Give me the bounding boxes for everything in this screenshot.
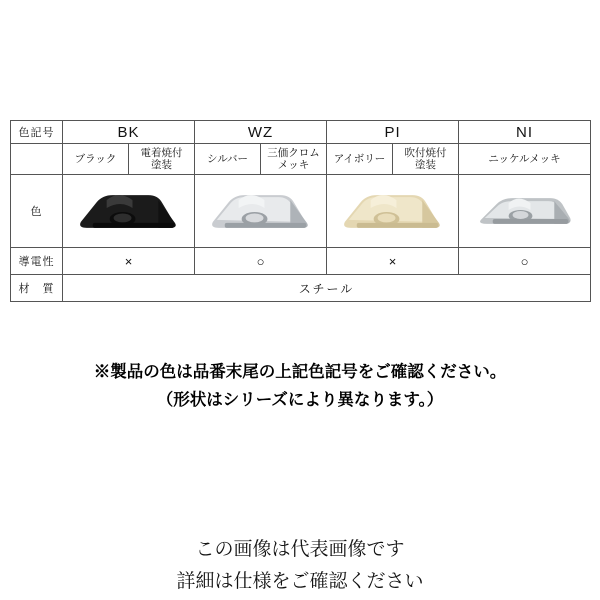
name-wz-right [261,144,327,175]
name-pi-left: アイボリー [327,144,393,175]
note-line-2: （形状はシリーズにより異なります。） [156,391,444,409]
code-ni: NI [459,121,591,144]
name-bk-right-line2: 塗装 [151,159,172,171]
silver-clamp-image [195,176,326,246]
name-bk-right [129,144,195,175]
ivory-clamp-image [327,176,458,246]
table-row-conductivity [11,248,591,275]
name-ni-full: ニッケルメッキ [459,144,591,175]
note-line-1: ※製品の色は品番末尾の上記色記号をご確認ください。 [93,363,507,381]
code-bk: BK [63,121,195,144]
table-row-code [11,121,591,144]
name-pi-right-line1: 吹付焼付 [404,146,447,159]
cell-product-bk [63,175,195,248]
conductivity-pi: × [327,248,459,275]
name-wz-right-line2: メッキ [277,159,310,171]
conductivity-bk: × [63,248,195,275]
row-label-material: 材 質 [11,275,63,302]
bottom-note-line-2: 詳細は仕様をご確認ください [176,571,424,592]
name-pi-right-line2: 塗装 [415,159,437,171]
code-wz: WZ [195,121,327,144]
nickel-clamp-image [459,176,590,246]
material-value: スチール [63,275,591,302]
row-label-names-empty [11,144,63,175]
code-pi: PI [327,121,459,144]
name-wz-right-line1: 三価クロム [267,146,320,159]
table-row-names [11,144,591,175]
name-wz-left: シルバー [195,144,261,175]
color-spec-table [10,120,591,302]
row-label-conductivity: 導電性 [11,248,63,275]
cell-product-wz [195,175,327,248]
cell-product-pi [327,175,459,248]
row-label-code: 色記号 [11,121,63,144]
table-row-material [11,275,591,302]
conductivity-wz: ○ [195,248,327,275]
bottom-note-line-1: この画像は代表画像です [195,539,405,560]
black-clamp-image [63,176,194,246]
row-label-color: 色 [11,175,63,248]
conductivity-ni: ○ [459,248,591,275]
cell-product-ni [459,175,591,248]
name-bk-left: ブラック [63,144,129,175]
name-bk-right-line1: 電着焼付 [140,146,183,159]
name-pi-right [393,144,459,175]
table-row-color [11,175,591,248]
